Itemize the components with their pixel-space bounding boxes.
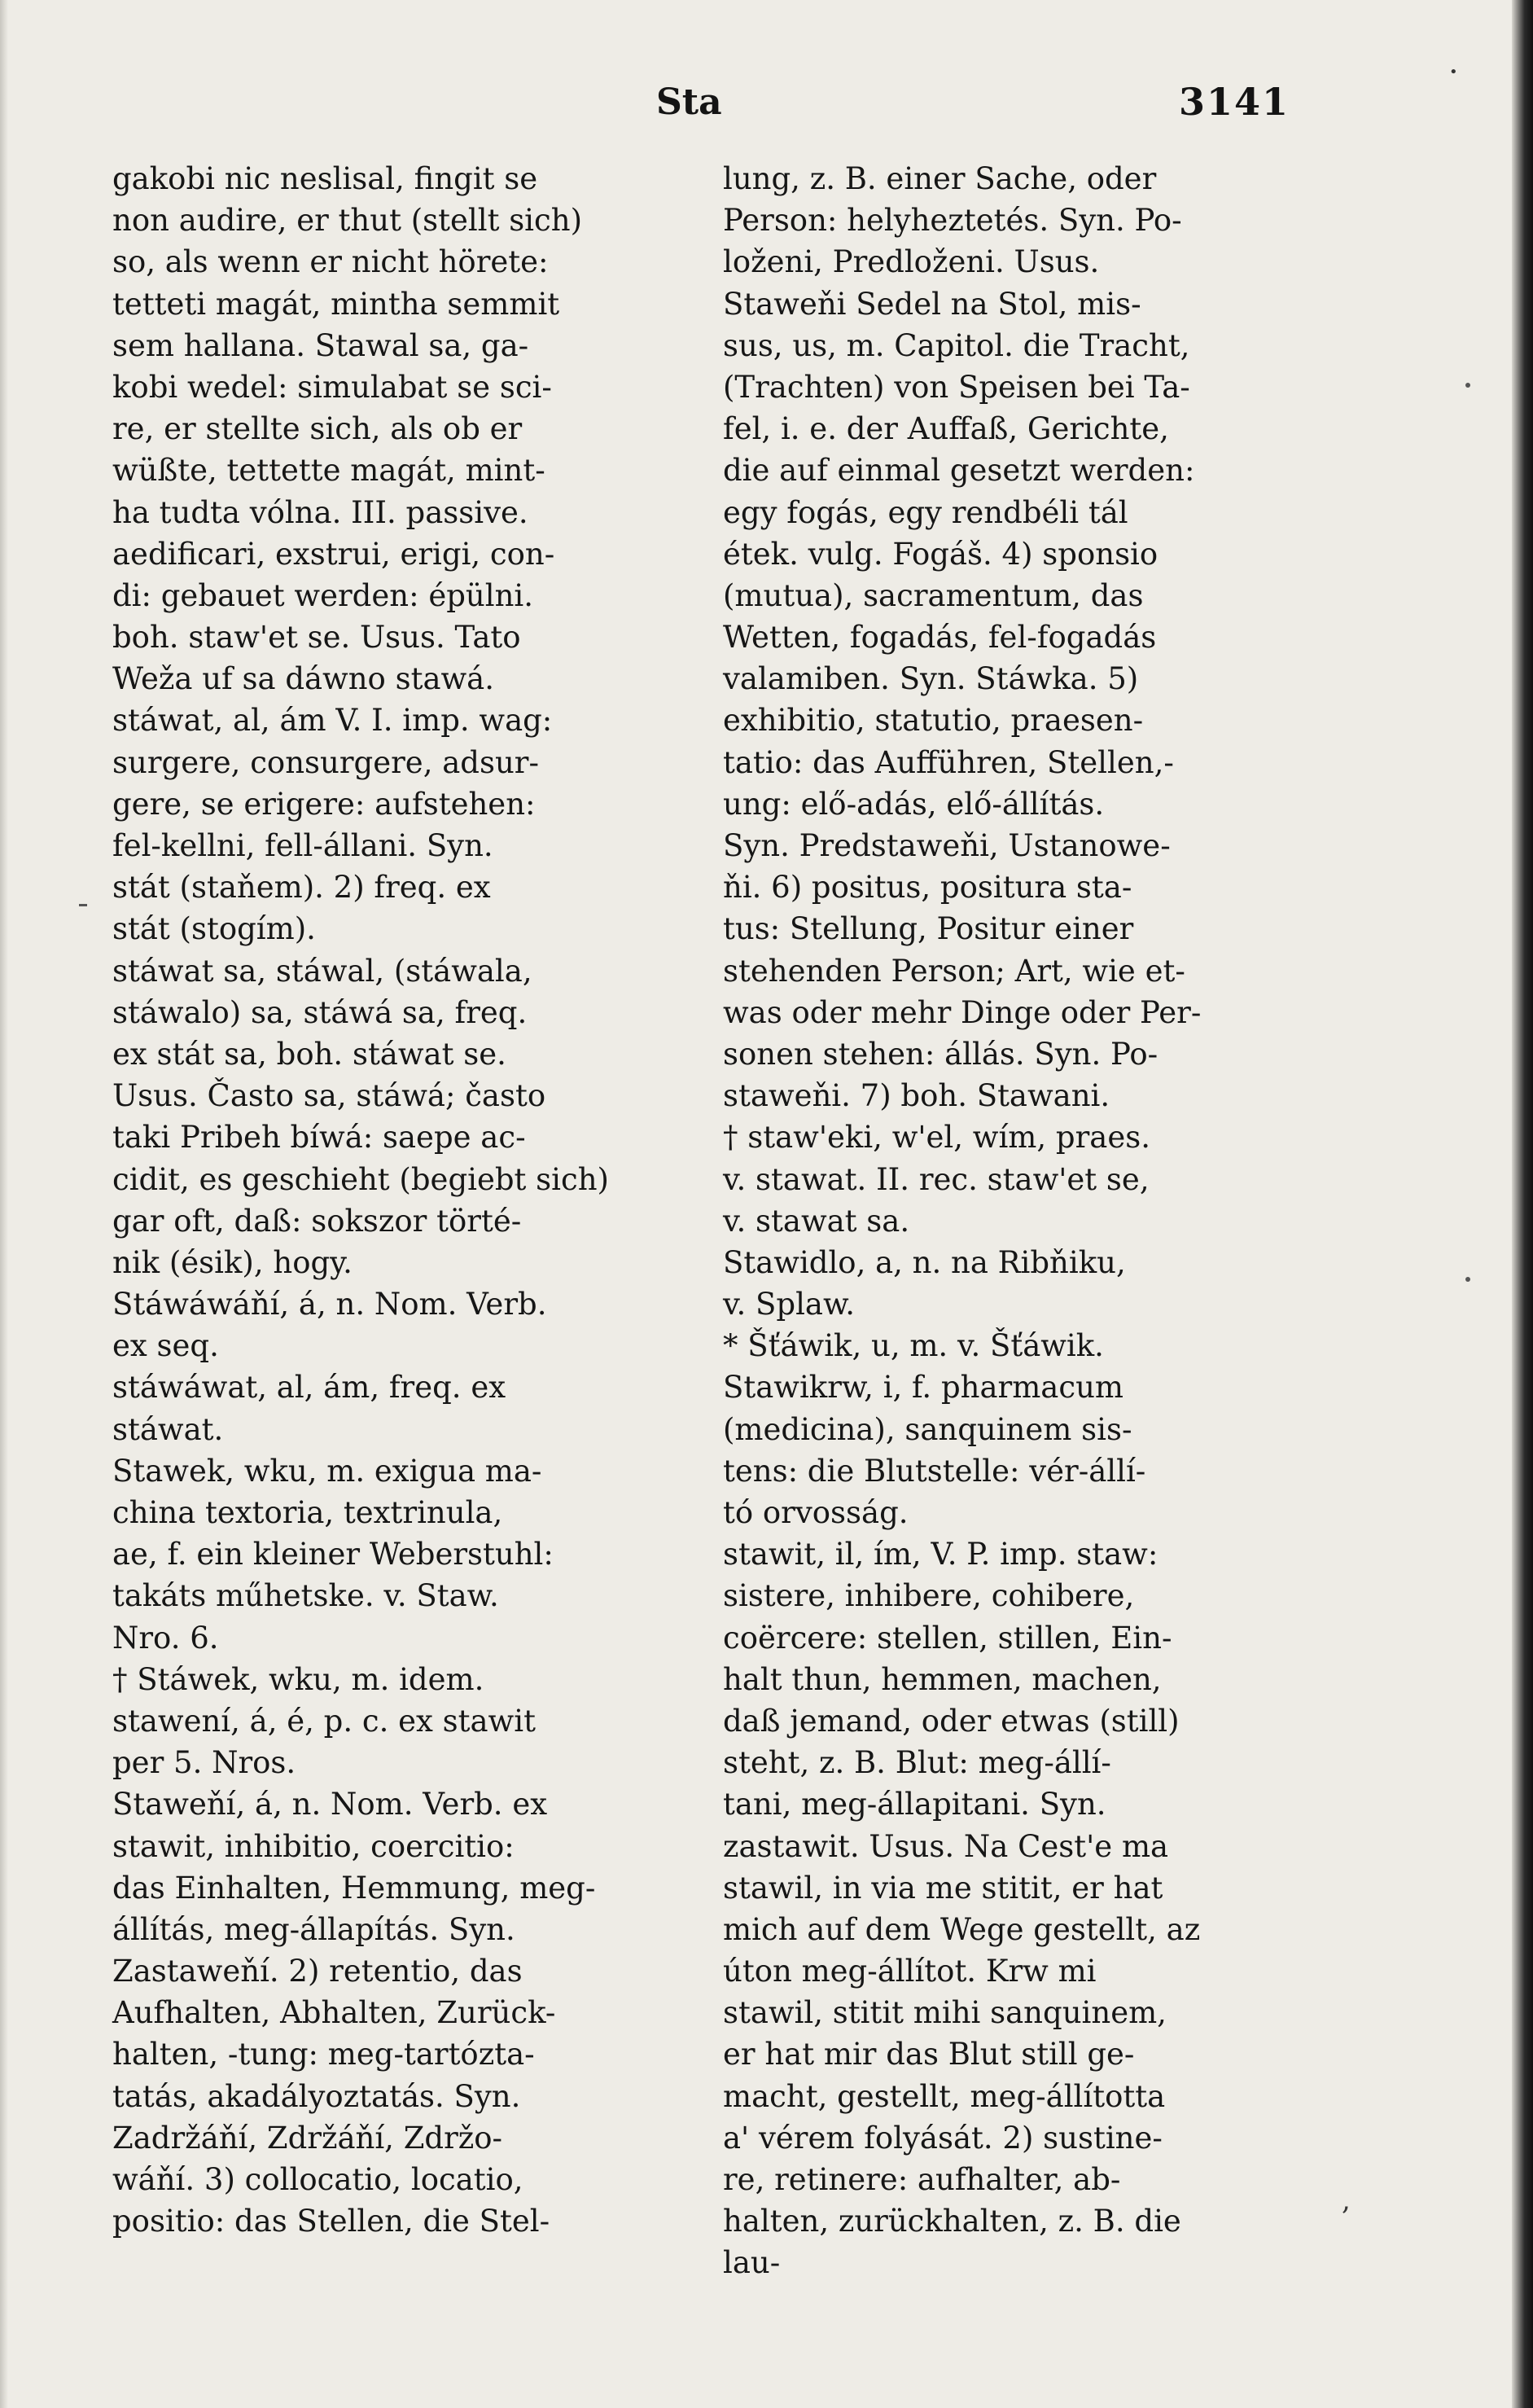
text-line: ha tudta vólna. III. passive. xyxy=(112,494,528,530)
text-line: halten, -tung: meg-tartózta- xyxy=(112,2037,535,2072)
paper-speck xyxy=(79,904,87,906)
text-line: stáwat sa, stáwal, (stáwala, xyxy=(112,953,532,989)
text-line: Stawikrw, i, f. pharmacum xyxy=(723,1370,1123,1406)
text-line: tatio: das Aufführen, Stellen,- xyxy=(723,744,1174,780)
text-line: ňi. 6) positus, positura sta- xyxy=(723,870,1132,906)
text-line: * Šťáwik, u, m. v. Šťáwik. xyxy=(723,1328,1104,1364)
text-line: cidit, es geschieht (begiebt sich) xyxy=(112,1161,609,1197)
text-line: re, er stellte sich, als ob er xyxy=(112,411,523,447)
text-line: kobi wedel: simulabat se sci- xyxy=(112,369,552,405)
text-line: Aufhalten, Abhalten, Zurück- xyxy=(112,1995,556,2031)
text-line: er hat mir das Blut still ge- xyxy=(723,2037,1135,2072)
text-line: Zastaweňí. 2) retentio, das xyxy=(112,1954,523,1989)
text-line: lau- xyxy=(723,2245,781,2281)
text-line: china textoria, textrinula, xyxy=(112,1495,503,1530)
running-head: Sta xyxy=(656,81,722,123)
text-line: stehenden Person; Art, wie et- xyxy=(723,953,1185,989)
text-line: non audire, er thut (stellt sich) xyxy=(112,203,583,239)
text-line: stáwáwat, al, ám, freq. ex xyxy=(112,1370,506,1406)
text-line: tó orvosság. xyxy=(723,1495,909,1530)
text-line: tani, meg-állapitani. Syn. xyxy=(723,1787,1106,1822)
text-line: lung, z. B. einer Sache, oder xyxy=(723,161,1157,196)
text-line: Nro. 6. xyxy=(112,1620,219,1656)
text-line: wáňí. 3) collocatio, locatio, xyxy=(112,2162,523,2197)
text-line: sonen stehen: állás. Syn. Po- xyxy=(723,1036,1159,1072)
text-line: wüßte, tettette magát, mint- xyxy=(112,453,545,489)
text-line: zastawit. Usus. Na Cest'e ma xyxy=(723,1828,1169,1864)
text-line: egy fogás, egy rendbéli tál xyxy=(723,494,1128,530)
text-line: Zadržáňí, Zdržáňí, Zdržo- xyxy=(112,2120,503,2156)
text-line: ex seq. xyxy=(112,1328,219,1364)
text-line: Staweňí, á, n. Nom. Verb. ex xyxy=(112,1787,548,1822)
text-line: stáwat, al, ám V. I. imp. wag: xyxy=(112,703,553,739)
text-line: di: gebauet werden: épülni. xyxy=(112,577,533,613)
text-line: Wetten, fogadás, fel-fogadás xyxy=(723,620,1157,656)
page-left-edge xyxy=(0,0,8,2408)
text-line: Weža uf sa dáwno stawá. xyxy=(112,661,495,697)
text-line: re, retinere: aufhalter, ab- xyxy=(723,2162,1121,2197)
text-line: macht, gestellt, meg-állította xyxy=(723,2078,1166,2114)
text-line: coërcere: stellen, stillen, Ein- xyxy=(723,1620,1172,1656)
text-line: (Trachten) von Speisen bei Ta- xyxy=(723,369,1190,405)
text-line: halt thun, hemmen, machen, xyxy=(723,1661,1162,1697)
paper-speck xyxy=(1465,1277,1470,1282)
text-line: sus, us, m. Capitol. die Tracht, xyxy=(723,327,1190,363)
paper-speck xyxy=(1465,383,1470,388)
text-line: sistere, inhibere, cohibere, xyxy=(723,1578,1135,1614)
right-column xyxy=(723,158,1285,2284)
text-line: étek. vulg. Fogáš. 4) sponsio xyxy=(723,536,1159,572)
text-line: exhibitio, statutio, praesen- xyxy=(723,703,1144,739)
text-line: stát (staňem). 2) freq. ex xyxy=(112,870,491,906)
text-line: Stawidlo, a, n. na Ribňiku, xyxy=(723,1244,1126,1280)
text-line: tatás, akadályoztatás. Syn. xyxy=(112,2078,521,2114)
text-line: halten, zurückhalten, z. B. die xyxy=(723,2204,1181,2239)
text-line: surgere, consurgere, adsur- xyxy=(112,744,539,780)
text-line: nik (ésik), hogy. xyxy=(112,1244,353,1280)
book-spine-shadow xyxy=(1512,0,1533,2408)
text-line: sem hallana. Stawal sa, ga- xyxy=(112,327,529,363)
text-line: állítás, meg-állapítás. Syn. xyxy=(112,1911,515,1947)
text-line: gere, se erigere: aufstehen: xyxy=(112,786,536,822)
page-number: 3141 xyxy=(1179,80,1290,124)
text-line: stáwat. xyxy=(112,1411,224,1447)
text-line: taki Pribeh bíwá: saepe ac- xyxy=(112,1120,526,1156)
text-line: so, als wenn er nicht hörete: xyxy=(112,244,549,280)
text-line: tens: die Blutstelle: vér-állí- xyxy=(723,1453,1146,1489)
text-line: aedificari, exstrui, erigi, con- xyxy=(112,536,555,572)
text-line: valamiben. Syn. Stáwka. 5) xyxy=(723,661,1139,697)
text-line: stáwalo) sa, stáwá sa, freq. xyxy=(112,994,528,1030)
text-line: loženi, Predloženi. Usus. xyxy=(723,244,1100,280)
text-line: stawit, inhibitio, coercitio: xyxy=(112,1828,515,1864)
text-line: staweňi. 7) boh. Stawani. xyxy=(723,1078,1110,1114)
margin-dot-mark: • xyxy=(1449,64,1458,81)
margin-comma-mark: , xyxy=(1342,2184,1351,2217)
text-line: was oder mehr Dinge oder Per- xyxy=(723,994,1202,1030)
text-line: Staweňi Sedel na Stol, mis- xyxy=(723,286,1141,322)
text-line: mich auf dem Wege gestellt, az xyxy=(723,1911,1201,1947)
text-line: fel, i. e. der Auffaß, Gerichte, xyxy=(723,411,1169,447)
text-line: † Stáwek, wku, m. idem. xyxy=(112,1661,484,1697)
text-line: v. stawat sa. xyxy=(723,1203,910,1239)
text-line: die auf einmal gesetzt werden: xyxy=(723,453,1195,489)
text-line: stawil, in via me stitit, er hat xyxy=(723,1870,1163,1906)
text-line: v. stawat. II. rec. staw'et se, xyxy=(723,1161,1150,1197)
text-line: (medicina), sanquinem sis- xyxy=(723,1411,1132,1447)
text-line: Person: helyheztetés. Syn. Po- xyxy=(723,203,1182,239)
left-column xyxy=(112,158,674,2242)
text-line: tetteti magát, mintha semmit xyxy=(112,286,560,322)
text-line: ae, f. ein kleiner Weberstuhl: xyxy=(112,1537,554,1572)
text-line: stát (stogím). xyxy=(112,911,316,947)
text-line: per 5. Nros. xyxy=(112,1745,296,1781)
text-line: stawení, á, é, p. c. ex stawit xyxy=(112,1703,536,1739)
text-line: (mutua), sacramentum, das xyxy=(723,577,1144,613)
text-line: takáts műhetske. v. Staw. xyxy=(112,1578,499,1614)
text-line: das Einhalten, Hemmung, meg- xyxy=(112,1870,596,1906)
text-line: tus: Stellung, Positur einer xyxy=(723,911,1134,947)
text-line: stawit, il, ím, V. P. imp. staw: xyxy=(723,1537,1159,1572)
text-line: Stawek, wku, m. exigua ma- xyxy=(112,1453,542,1489)
text-line: boh. staw'et se. Usus. Tato xyxy=(112,620,521,656)
text-line: a' vérem folyását. 2) sustine- xyxy=(723,2120,1163,2156)
text-line: fel-kellni, fell-állani. Syn. xyxy=(112,828,493,863)
text-line: Syn. Predstaweňi, Ustanowe- xyxy=(723,828,1171,863)
text-line: úton meg-állítot. Krw mi xyxy=(723,1954,1097,1989)
text-line: † staw'eki, w'el, wím, praes. xyxy=(723,1120,1150,1156)
text-line: positio: das Stellen, die Stel- xyxy=(112,2204,550,2239)
text-line: steht, z. B. Blut: meg-állí- xyxy=(723,1745,1111,1781)
text-line: ung: elő-adás, elő-állítás. xyxy=(723,786,1105,822)
text-line: gakobi nic neslisal, fingit se xyxy=(112,161,538,196)
text-line: daß jemand, oder etwas (still) xyxy=(723,1703,1180,1739)
text-line: gar oft, daß: sokszor törté- xyxy=(112,1203,522,1239)
text-line: stawil, stitit mihi sanquinem, xyxy=(723,1995,1167,2031)
text-line: Stáwáwáňí, á, n. Nom. Verb. xyxy=(112,1287,547,1322)
text-line: v. Splaw. xyxy=(723,1287,856,1322)
text-line: ex stát sa, boh. stáwat se. xyxy=(112,1036,506,1072)
text-line: Usus. Často sa, stáwá; často xyxy=(112,1078,546,1114)
